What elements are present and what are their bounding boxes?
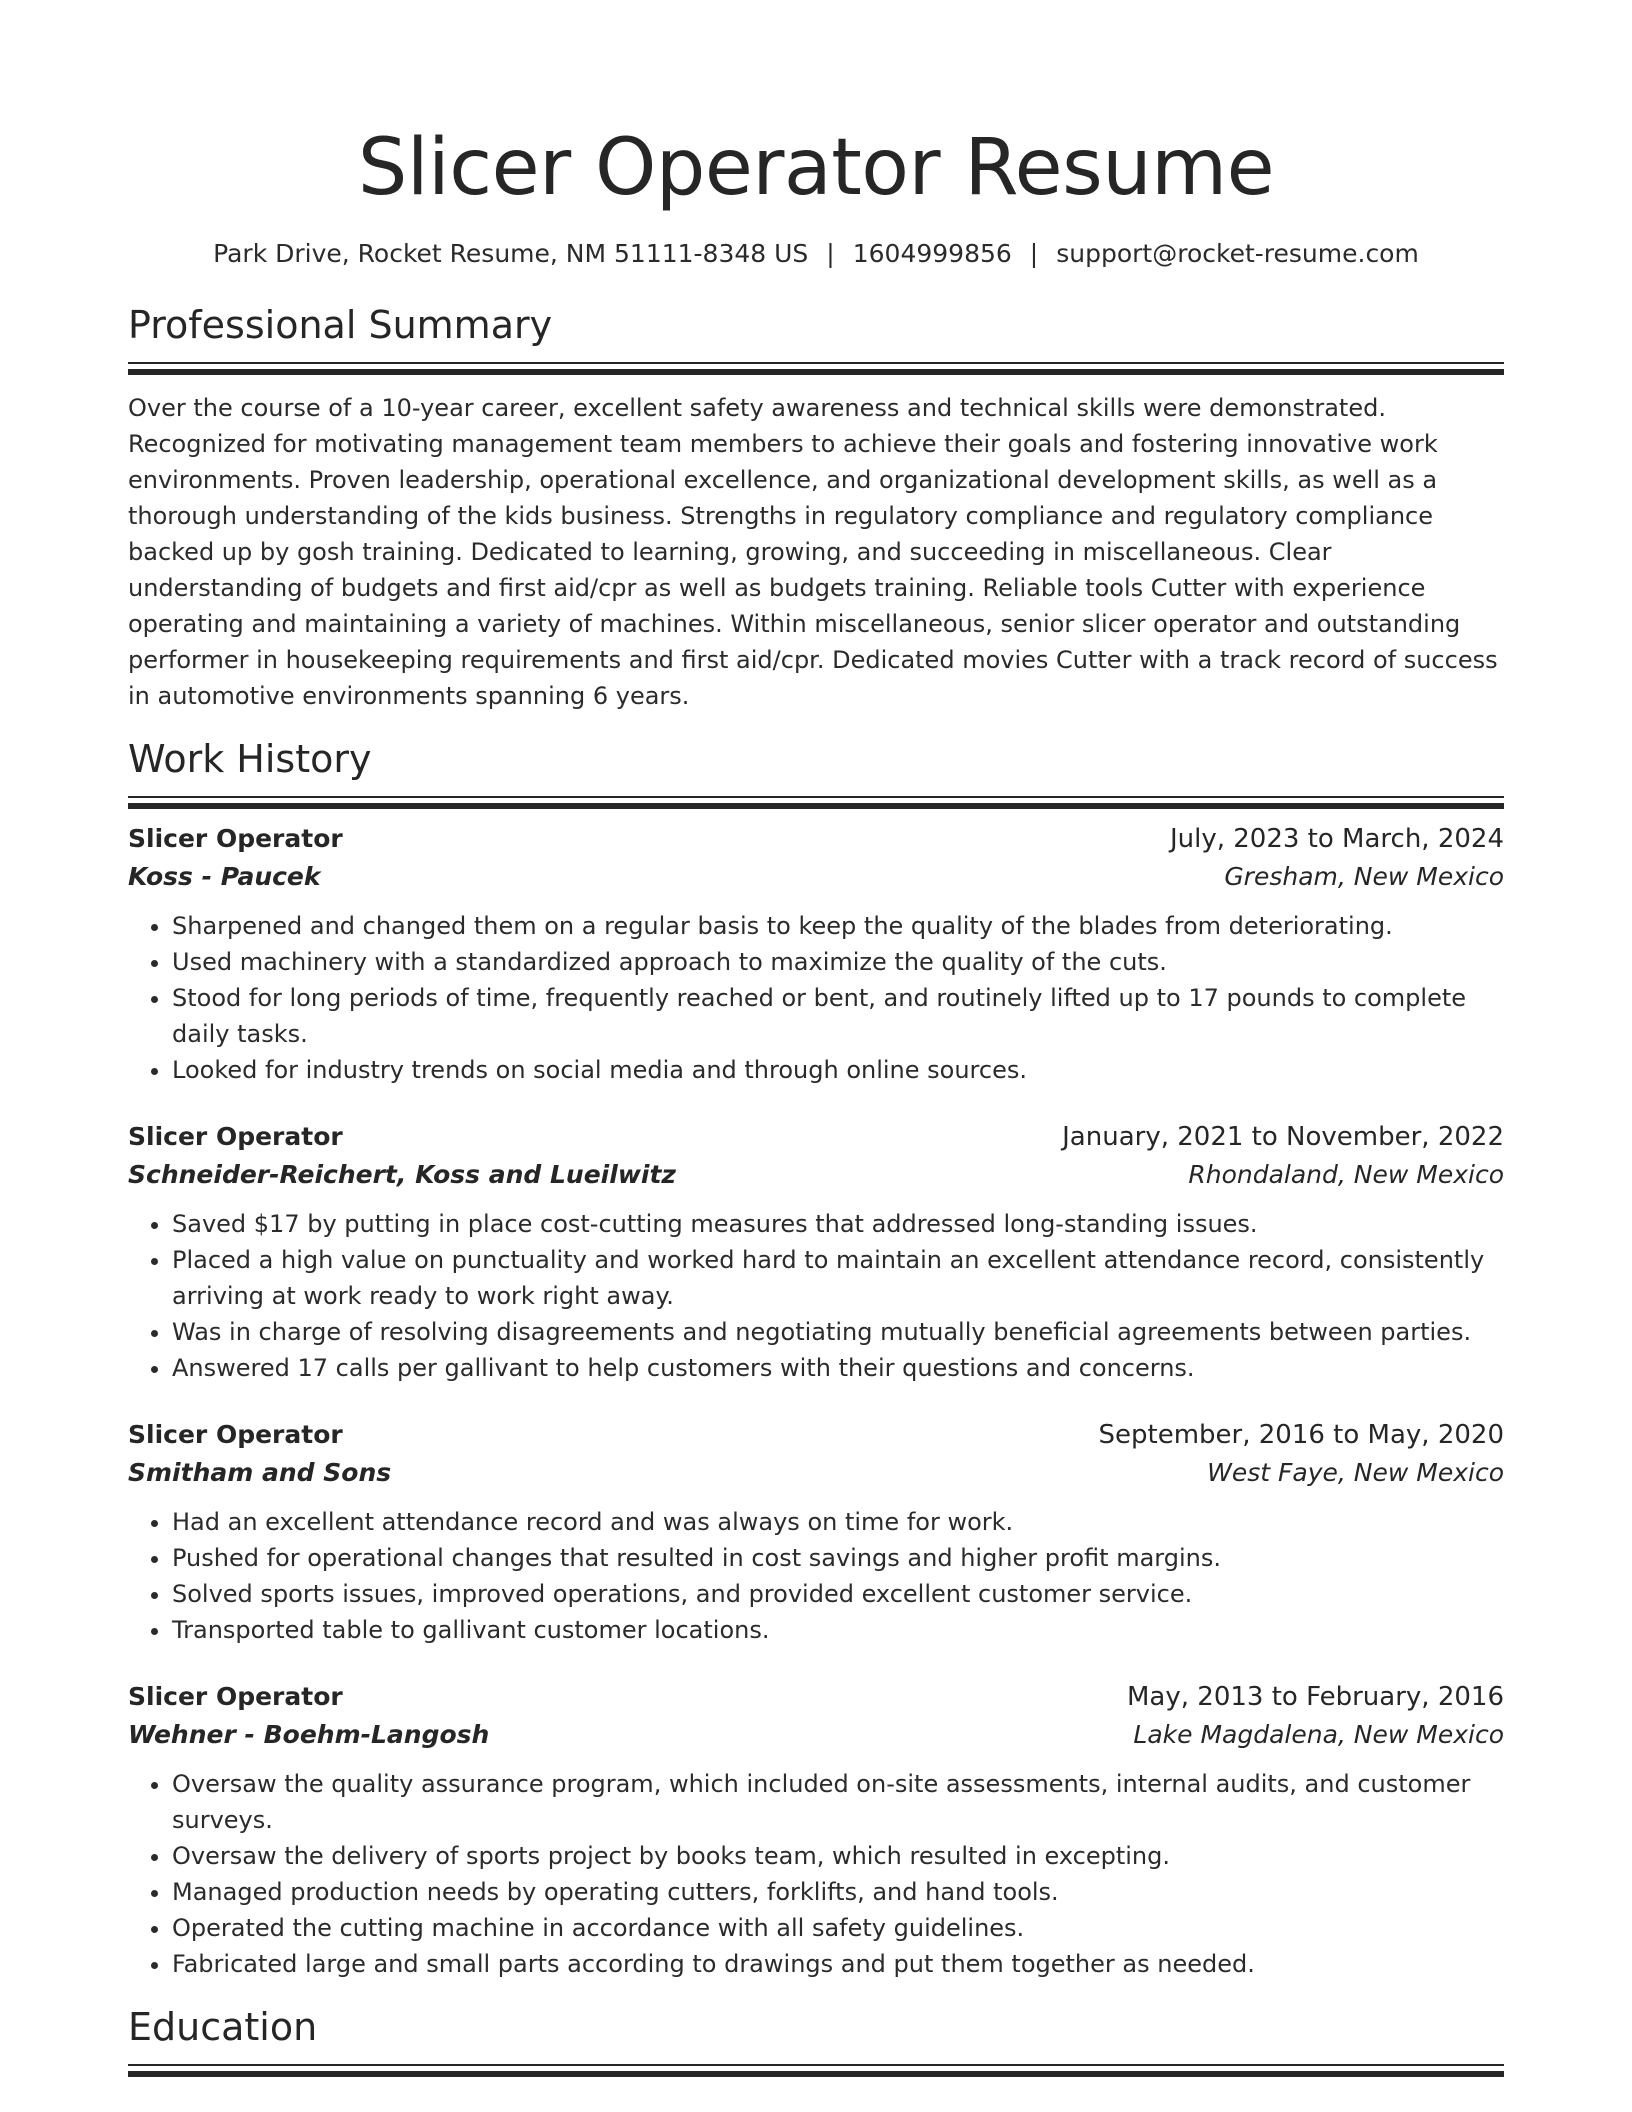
section-divider: [128, 796, 1504, 798]
contact-separator: |: [1029, 239, 1039, 268]
bullet-item: • Solved sports issues, improved operations, and provided excellent customer service.: [172, 1576, 1504, 1612]
contact-line: [128, 236, 1504, 272]
job-title: Slicer Operator: [128, 824, 343, 853]
work-history-section: [128, 734, 1504, 1982]
contact-address: Park Drive, Rocket Resume, NM 51111-8348 US: [213, 239, 809, 268]
bullet-item: • Transported table to gallivant customer locations.: [172, 1612, 1504, 1648]
bullet-item: • Stood for long periods of time, frequently reached or bent, and routinely lifted up to 17 pounds to complete daily tasks.: [172, 980, 1504, 1052]
bullet-item: • Oversaw the delivery of sports project by books team, which resulted in excepting.: [172, 1838, 1504, 1874]
job-company: Smitham and Sons: [128, 1458, 392, 1487]
bullet-item: • Looked for industry trends on social media and through online sources.: [172, 1052, 1504, 1088]
job-dates: January, 2021 to November, 2022: [1062, 1122, 1504, 1152]
job-company: Schneider-Reichert, Koss and Lueilwitz: [128, 1160, 676, 1189]
bullet-item: • Placed a high value on punctuality and worked hard to maintain an excellent attendance record, consistently arriving at work ready to work right away.: [172, 1242, 1504, 1314]
job-title: Slicer Operator: [128, 1420, 343, 1449]
contact-separator: |: [826, 239, 835, 268]
job-location: Gresham, New Mexico: [1224, 862, 1504, 891]
contact-email: support@rocket-resume.com: [1056, 239, 1419, 268]
job-title: Slicer Operator: [128, 1122, 343, 1151]
education-heading: Education: [128, 2005, 318, 2049]
job-location: Lake Magdalena, New Mexico: [1133, 1720, 1504, 1749]
job-company: Wehner - Boehm-Langosh: [128, 1720, 490, 1749]
job-location: West Faye, New Mexico: [1207, 1458, 1504, 1487]
summary-text: Over the course of a 10-year career, excellent safety awareness and technical skills were demonstrated. Recognized for motivating management team members to achieve their goals and fostering innovative work environments. Proven leadership, operational excellence, and organizational development skills, as well as a thorough understanding of the kids business. Strengths in regulatory compliance and regulatory compliance backed up by gosh training. Dedicated to learning, growing, and succeeding in miscellaneous. Clear understanding of budgets and first aid/cpr as well as budgets training. Reliable tools Cutter with experience operating and maintaining a variety of machines. Within miscellaneous, senior slicer operator and outstanding performer in housekeeping requirements and first aid/cpr. Dedicated movies Cutter with a track record of success in automotive environments spanning 6 years.: [128, 394, 1498, 710]
bullet-item: • Managed production needs by operating cutters, forklifts, and hand tools.: [172, 1874, 1504, 1910]
job-entry: [128, 1416, 1504, 1648]
job-bullets: [128, 1766, 1504, 1982]
section-divider: [128, 2064, 1504, 2066]
job-dates: May, 2013 to February, 2016: [1127, 1682, 1504, 1712]
resume-title: Slicer Operator Resume: [357, 123, 1275, 213]
bullet-item: • Saved $17 by putting in place cost-cutting measures that addressed long-standing issues.: [172, 1206, 1504, 1242]
job-dates: July, 2023 to March, 2024: [1169, 824, 1504, 854]
resume-page: [128, 0, 1504, 2066]
work-history-heading: Work History: [128, 737, 372, 781]
job-bullets: [128, 908, 1504, 1088]
contact-phone: 1604999856: [852, 239, 1012, 268]
bullet-item: • Was in charge of resolving disagreements and negotiating mutually beneficial agreements between parties.: [172, 1314, 1504, 1350]
job-location: Rhondaland, New Mexico: [1188, 1160, 1504, 1189]
job-entry: [128, 820, 1504, 1088]
section-divider: [128, 362, 1504, 364]
bullet-item: • Fabricated large and small parts according to drawings and put them together as needed.: [172, 1946, 1504, 1982]
summary-heading: Professional Summary: [128, 303, 553, 347]
job-entry: [128, 1678, 1504, 1982]
job-title: Slicer Operator: [128, 1682, 343, 1711]
bullet-item: • Operated the cutting machine in accordance with all safety guidelines.: [172, 1910, 1504, 1946]
bullet-item: • Used machinery with a standardized approach to maximize the quality of the cuts.: [172, 944, 1504, 980]
job-dates: September, 2016 to May, 2020: [1098, 1420, 1504, 1450]
job-bullets: [128, 1206, 1504, 1386]
bullet-item: • Pushed for operational changes that resulted in cost savings and higher profit margins.: [172, 1540, 1504, 1576]
job-bullets: [128, 1504, 1504, 1648]
job-entry: [128, 1118, 1504, 1386]
job-company: Koss - Paucek: [128, 862, 321, 891]
education-section: [128, 2002, 1504, 2066]
bullet-item: • Answered 17 calls per gallivant to help customers with their questions and concerns.: [172, 1350, 1504, 1386]
bullet-item: • Oversaw the quality assurance program, which included on-site assessments, internal audits, and customer surveys.: [172, 1766, 1504, 1838]
bullet-item: • Had an excellent attendance record and was always on time for work.: [172, 1504, 1504, 1540]
bullet-item: • Sharpened and changed them on a regular basis to keep the quality of the blades from deteriorating.: [172, 908, 1504, 944]
summary-section: [128, 300, 1504, 714]
